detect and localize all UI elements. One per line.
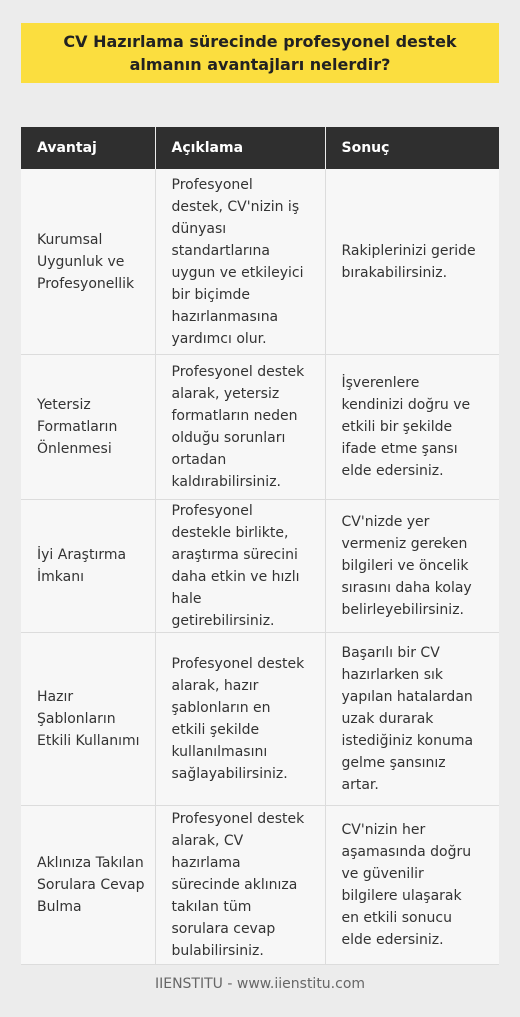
table-row	[21, 169, 499, 355]
cell-avantaj: Aklınıza Takılan Sorulara Cevap Bulma	[21, 806, 155, 965]
cell-aciklama: Profesyonel destekle birlikte, araştırma sürecini daha etkin ve hızlı hale getirebilirsiniz.	[155, 500, 325, 633]
column-header-aciklama: Açıklama	[155, 127, 325, 169]
advantages-table	[21, 127, 499, 965]
table-row	[21, 500, 499, 633]
cell-aciklama: Profesyonel destek alarak, yetersiz formatların neden olduğu sorunları ortadan kaldırabilirsiniz.	[155, 355, 325, 500]
cell-sonuc: İşverenlere kendinizi doğru ve etkili bir şekilde ifade etme şansı elde edersiniz.	[325, 355, 499, 500]
cell-avantaj: Kurumsal Uygunluk ve Profesyonellik	[21, 169, 155, 355]
table-row	[21, 806, 499, 965]
cell-avantaj: Yetersiz Formatların Önlenmesi	[21, 355, 155, 500]
cell-sonuc: CV'nizin her aşamasında doğru ve güvenilir bilgilere ulaşarak en etkili sonucu elde edersiniz.	[325, 806, 499, 965]
column-header-sonuc: Sonuç	[325, 127, 499, 169]
cell-aciklama: Profesyonel destek alarak, hazır şablonların en etkili şekilde kullanılmasını sağlayabilirsiniz.	[155, 633, 325, 806]
cell-aciklama: Profesyonel destek alarak, CV hazırlama sürecinde aklınıza takılan tüm sorulara cevap bulabilirsiniz.	[155, 806, 325, 965]
cell-sonuc: CV'nizde yer vermeniz gereken bilgileri ve öncelik sırasını daha kolay belirleyebilirsiniz.	[325, 500, 499, 633]
table-header-row	[21, 127, 499, 169]
table-row	[21, 633, 499, 806]
page-title: CV Hazırlama sürecinde profesyonel destek almanın avantajları nelerdir?	[21, 23, 499, 83]
cell-sonuc: Rakiplerinizi geride bırakabilirsiniz.	[325, 169, 499, 355]
cell-avantaj: İyi Araştırma İmkanı	[21, 500, 155, 633]
table-row	[21, 355, 499, 500]
cell-sonuc: Başarılı bir CV hazırlarken sık yapılan hatalardan uzak durarak istediğiniz konuma gelme şansınız artar.	[325, 633, 499, 806]
footer-credit: IIENSTITU - www.iienstitu.com	[154, 976, 366, 992]
cell-avantaj: Hazır Şablonların Etkili Kullanımı	[21, 633, 155, 806]
cell-aciklama: Profesyonel destek, CV'nizin iş dünyası standartlarına uygun ve etkileyici bir biçimde hazırlanmasına yardımcı olur.	[155, 169, 325, 355]
column-header-avantaj: Avantaj	[21, 127, 155, 169]
